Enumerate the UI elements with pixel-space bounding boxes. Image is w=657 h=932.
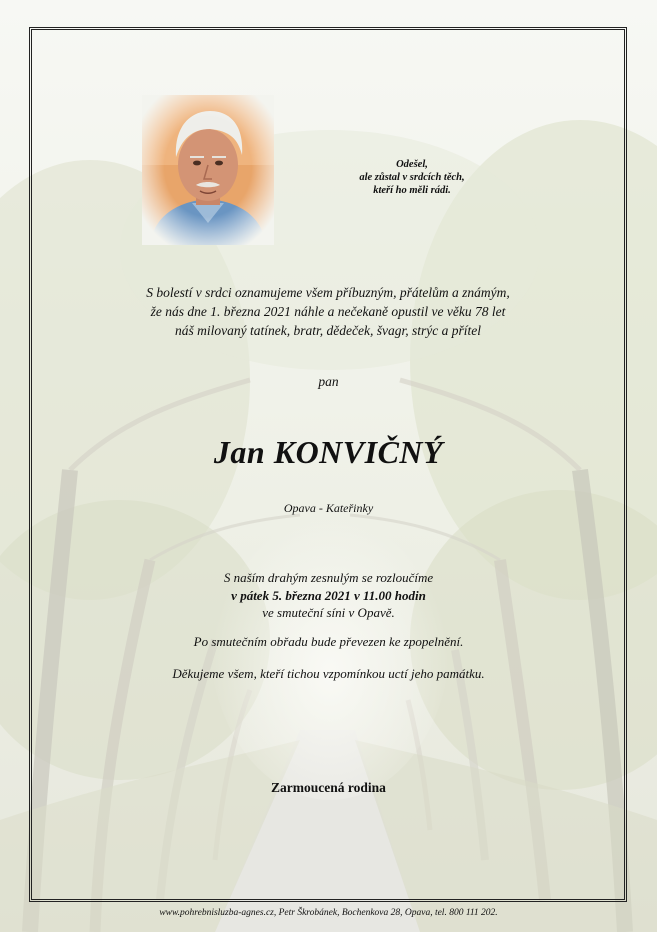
funeral-service-footer: www.pohrebnisluzba-agnes.cz, Petr Škrobánek, Bochenkova 28, Opava, tel. 800 111 202. [159, 908, 498, 918]
announcement-line: náš milovaný tatínek, bratr, dědeček, švagr, strýc a přítel [175, 323, 481, 338]
deceased-residence: Opava - Kateřinky [283, 501, 374, 515]
funeral-date-time: v pátek 5. března 2021 v 11.00 hodin [231, 587, 426, 603]
funeral-location: ve smuteční síni v Opavě. [262, 605, 395, 620]
death-announcement [40, 283, 616, 340]
deceased-name: Jan KONVIČNÝ [213, 434, 444, 470]
salutation: pan [318, 374, 339, 389]
quote-line: ale zůstal v srdcích těch, [359, 172, 465, 183]
memorial-quote [342, 158, 482, 197]
announcement-line: že nás dne 1. března 2021 náhle a nečekaně opustil ve věku 78 let [150, 304, 506, 319]
quote-line: kteří ho měli rádi. [373, 185, 451, 196]
announcement-line: S bolestí v srdci oznamujeme všem příbuzným, přátelům a známým, [146, 285, 510, 300]
funeral-details [0, 569, 657, 622]
cremation-note: Po smutečním obřadu bude převezen ke zpopelnění. [193, 634, 464, 649]
funeral-line: S naším drahým zesnulým se rozloučíme [223, 570, 434, 585]
quote-line: Odešel, [396, 159, 428, 170]
thanks-note: Děkujeme všem, kteří tichou vzpomínkou uctí jeho památku. [172, 666, 485, 681]
family-signature: Zarmoucená rodina [271, 780, 386, 795]
portrait-photo [142, 95, 274, 245]
